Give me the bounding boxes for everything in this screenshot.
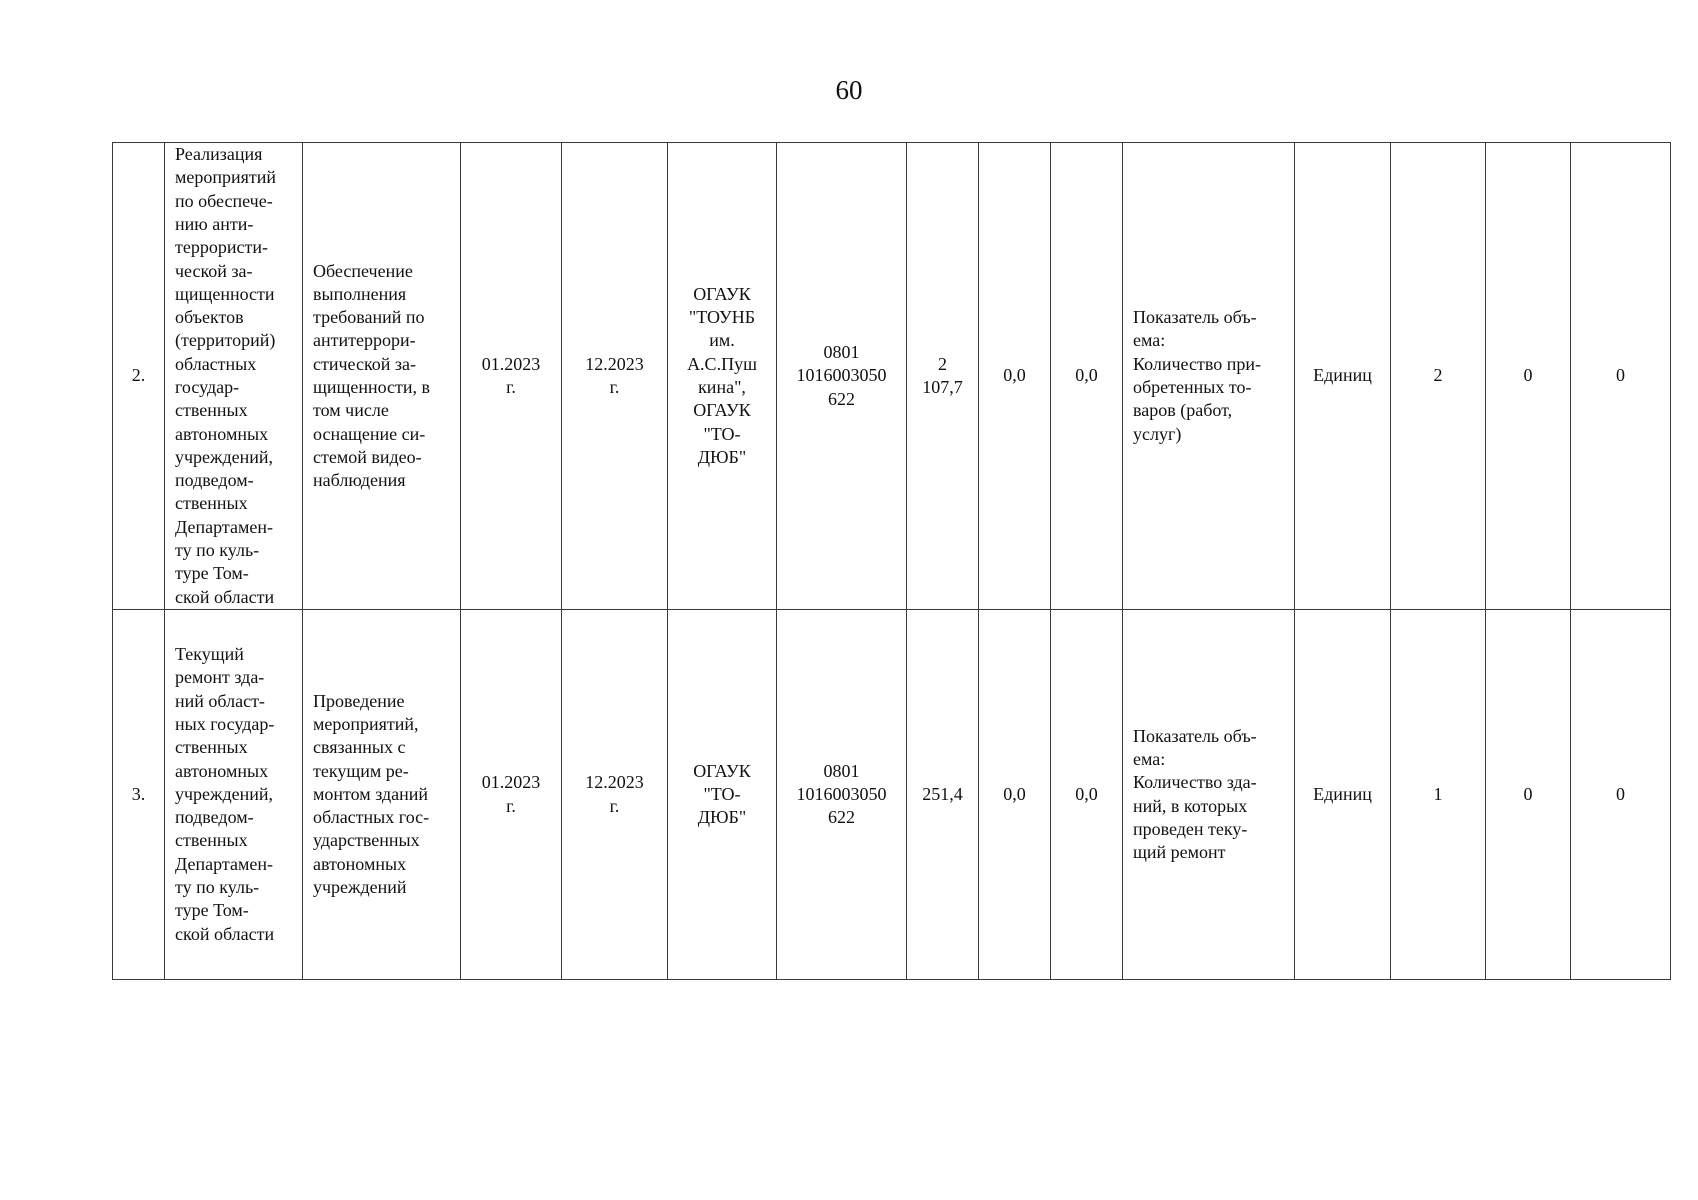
activity-name-cell: Текущий ремонт зда- ний област- ных государ- ственных автономных учреждений, подведом- ственных Департамен- ту по куль- туре Том- ской области bbox=[165, 610, 303, 980]
value-3-cell: 0 bbox=[1571, 143, 1671, 610]
indicator-cell: Показатель объ- ема: Количество при- обретенных то- варов (работ, услуг) bbox=[1123, 143, 1295, 610]
task-cell: Обеспечение выполнения требований по антитеррори- стической за- щищенности, в том числе оснащение си- стемой видео- наблюдения bbox=[303, 143, 461, 610]
unit-cell: Единиц bbox=[1295, 610, 1391, 980]
budget-code-cell: 0801 1016003050 622 bbox=[777, 143, 907, 610]
value-3-cell: 0 bbox=[1571, 610, 1671, 980]
value-1-cell: 1 bbox=[1391, 610, 1486, 980]
value-2-cell: 0 bbox=[1486, 143, 1571, 610]
end-date-cell: 12.2023 г. bbox=[562, 610, 668, 980]
value-2-cell: 0 bbox=[1486, 610, 1571, 980]
funding-amount-3-cell: 0,0 bbox=[1051, 610, 1123, 980]
row-number-cell: 3. bbox=[113, 610, 165, 980]
page-number: 60 bbox=[835, 75, 863, 105]
row-number-cell: 2. bbox=[113, 143, 165, 610]
unit-cell: Единиц bbox=[1295, 143, 1391, 610]
start-date-cell: 01.2023 г. bbox=[461, 143, 562, 610]
executor-cell: ОГАУК "ТО- ДЮБ" bbox=[668, 610, 777, 980]
indicator-cell: Показатель объ- ема: Количество зда- ний, в которых проведен теку- щий ремонт bbox=[1123, 610, 1295, 980]
activities-table bbox=[112, 142, 1671, 980]
table-row bbox=[113, 610, 1671, 980]
funding-amount-2-cell: 0,0 bbox=[979, 143, 1051, 610]
funding-amount-3-cell: 0,0 bbox=[1051, 143, 1123, 610]
end-date-cell: 12.2023 г. bbox=[562, 143, 668, 610]
table-row bbox=[113, 143, 1671, 610]
executor-cell: ОГАУК "ТОУНБ им. А.С.Пуш кина", ОГАУК "ТО- ДЮБ" bbox=[668, 143, 777, 610]
value-1-cell: 2 bbox=[1391, 143, 1486, 610]
funding-amount-2-cell: 0,0 bbox=[979, 610, 1051, 980]
task-cell: Проведение мероприятий, связанных с текущим ре- монтом зданий областных гос- ударственных автономных учреждений bbox=[303, 610, 461, 980]
budget-code-cell: 0801 1016003050 622 bbox=[777, 610, 907, 980]
funding-amount-cell: 251,4 bbox=[907, 610, 979, 980]
start-date-cell: 01.2023 г. bbox=[461, 610, 562, 980]
funding-amount-cell: 2 107,7 bbox=[907, 143, 979, 610]
activity-name-cell: Реализация мероприятий по обеспече- нию анти- террористи- ческой за- щищенности объектов (территорий) областных государ- ственных автономных учреждений, подведом- ственных Департамен- ту по куль- туре Том- ской области bbox=[165, 143, 303, 610]
